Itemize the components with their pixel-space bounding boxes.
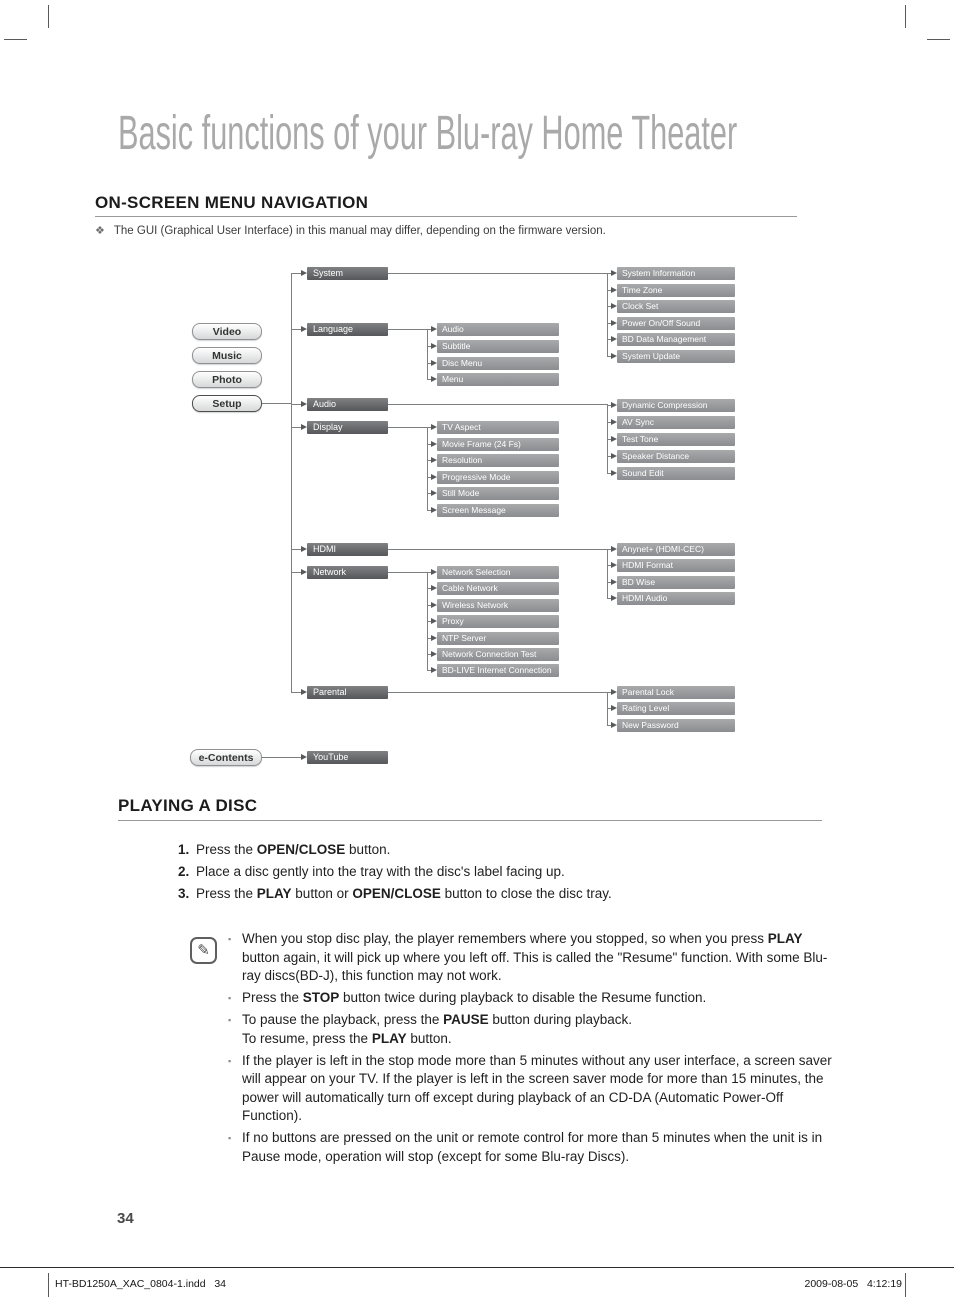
note-text: If no buttons are pressed on the unit or remote control for more than 5 minutes when the unit is in Pause mode, operation will stop (except for some Blu-ray Discs).	[242, 1130, 823, 1164]
menu-node-network-selection: Network Selection	[437, 566, 559, 579]
connector-line	[291, 572, 301, 573]
connector-line	[291, 273, 301, 274]
menu-node-hdmi-audio: HDMI Audio	[617, 592, 735, 605]
menu-node-display: Display	[307, 421, 388, 434]
note-list	[228, 930, 834, 1166]
menu-node-movie-frame-24-fs: Movie Frame (24 Fs)	[437, 438, 559, 451]
arrow-icon	[611, 402, 617, 408]
bullet-icon: ▪	[228, 1133, 232, 1143]
connector-line	[388, 404, 607, 405]
step-number: 1.	[178, 842, 190, 857]
arrow-icon	[431, 360, 437, 366]
menu-node-parental: Parental	[307, 686, 388, 699]
arrow-icon	[611, 287, 617, 293]
menu-node-progressive-mode: Progressive Mode	[437, 471, 559, 484]
note-item	[228, 930, 834, 986]
step-number: 2.	[178, 864, 190, 879]
arrow-icon	[611, 353, 617, 359]
crop-mark	[905, 1273, 906, 1297]
menu-node-sound-edit: Sound Edit	[617, 467, 735, 480]
menu-node-hdmi: HDMI	[307, 543, 388, 556]
arrow-icon	[611, 320, 617, 326]
menu-node-clock-set: Clock Set	[617, 300, 735, 313]
menu-node-ntp-server: NTP Server	[437, 632, 559, 645]
menu-node-av-sync: AV Sync	[617, 416, 735, 429]
menu-node-anynet-hdmi-cec: Anynet+ (HDMI-CEC)	[617, 543, 735, 556]
notes-section	[190, 930, 834, 1170]
step-text: Place a disc gently into the tray with the disc's label facing up.	[196, 864, 565, 879]
menu-node-dynamic-compression: Dynamic Compression	[617, 399, 735, 412]
arrow-icon	[611, 562, 617, 568]
arrow-icon	[431, 343, 437, 349]
connector-line	[291, 329, 301, 330]
menu-node-system-information: System Information	[617, 267, 735, 280]
menu-node-music: Music	[192, 347, 262, 364]
arrow-icon	[611, 579, 617, 585]
connector-line	[388, 427, 427, 428]
note-pencil-icon	[190, 937, 217, 964]
page-title: Basic functions of your Blu-ray Home Theater	[118, 107, 738, 160]
menu-node-parental-lock: Parental Lock	[617, 686, 735, 699]
arrow-icon	[301, 754, 307, 760]
connector-line	[607, 549, 608, 599]
arrow-icon	[431, 326, 437, 332]
arrow-icon	[431, 424, 437, 430]
menu-node-audio: Audio	[437, 323, 559, 336]
connector-line	[388, 329, 427, 330]
arrow-icon	[431, 667, 437, 673]
menu-node-network-connection-test: Network Connection Test	[437, 648, 559, 661]
connector-line	[291, 692, 301, 693]
menu-node-audio: Audio	[307, 398, 388, 411]
arrow-icon	[431, 507, 437, 513]
step-text: Press the PLAY button or OPEN/CLOSE button to close the disc tray.	[196, 886, 612, 901]
connector-line	[291, 273, 292, 693]
connector-line	[427, 427, 428, 511]
connector-line	[388, 549, 607, 550]
arrow-icon	[431, 618, 437, 624]
menu-node-bd-wise: BD Wise	[617, 576, 735, 589]
menu-node-test-tone: Test Tone	[617, 433, 735, 446]
menu-node-language: Language	[307, 323, 388, 336]
arrow-icon	[611, 722, 617, 728]
menu-node-system-update: System Update	[617, 350, 735, 363]
menu-node-resolution: Resolution	[437, 454, 559, 467]
arrow-icon	[431, 569, 437, 575]
arrow-icon	[301, 326, 307, 332]
note-text: If the player is left in the stop mode more than 5 minutes without any user interface, a screen saver will appear on your TV. If the player is left in the screen saver mode for more than 15 minutes, the power will automatically turn off except during playback of an CD-DA (Automatic Power-Off Function).	[242, 1052, 832, 1123]
arrow-icon	[611, 336, 617, 342]
step-1	[178, 839, 838, 861]
section-underline	[118, 820, 822, 821]
connector-line	[607, 692, 608, 726]
connector-line	[388, 572, 427, 573]
arrow-icon	[431, 441, 437, 447]
note-item	[228, 1011, 834, 1048]
arrow-icon	[611, 705, 617, 711]
menu-node-disc-menu: Disc Menu	[437, 357, 559, 370]
crop-mark	[48, 1273, 49, 1297]
arrow-icon	[611, 546, 617, 552]
playing-steps	[178, 839, 838, 905]
menu-node-speaker-distance: Speaker Distance	[617, 450, 735, 463]
page-number: 34	[117, 1210, 134, 1227]
arrow-icon	[431, 457, 437, 463]
menu-node-network: Network	[307, 566, 388, 579]
arrow-icon	[431, 602, 437, 608]
note-text: Press the STOP button twice during playback to disable the Resume function.	[242, 990, 707, 1005]
arrow-icon	[431, 635, 437, 641]
footer-divider	[0, 1267, 954, 1268]
gui-note-text: The GUI (Graphical User Interface) in this manual may differ, depending on the firmware version.	[113, 225, 606, 237]
menu-node-hdmi-format: HDMI Format	[617, 559, 735, 572]
menu-node-youtube: YouTube	[307, 751, 388, 764]
menu-node-power-on-off-sound: Power On/Off Sound	[617, 317, 735, 330]
connector-line	[607, 273, 608, 357]
footer-timestamp: 2009-08-05 4:12:19	[804, 1278, 902, 1290]
step-3	[178, 883, 838, 905]
note-item	[228, 1129, 834, 1166]
arrow-icon	[431, 376, 437, 382]
menu-node-new-password: New Password	[617, 719, 735, 732]
arrow-icon	[301, 689, 307, 695]
menu-node-e-contents: e-Contents	[190, 749, 262, 766]
connector-line	[291, 549, 301, 550]
menu-node-menu: Menu	[437, 373, 559, 386]
connector-line	[262, 757, 301, 758]
step-2	[178, 861, 838, 883]
arrow-icon	[301, 270, 307, 276]
note-mark-icon: ❖	[95, 225, 105, 237]
menu-node-still-mode: Still Mode	[437, 487, 559, 500]
arrow-icon	[301, 424, 307, 430]
menu-node-bd-data-management: BD Data Management	[617, 333, 735, 346]
bullet-icon: ▪	[228, 1055, 232, 1066]
connector-line	[291, 404, 301, 405]
arrow-icon	[611, 689, 617, 695]
arrow-icon	[431, 490, 437, 496]
arrow-icon	[611, 453, 617, 459]
menu-node-photo: Photo	[192, 371, 262, 388]
bullet-icon: ▪	[228, 934, 232, 944]
pencil-glyph: ✎	[197, 942, 210, 959]
section-heading-menu-navigation: ON-SCREEN MENU NAVIGATION	[95, 193, 369, 212]
arrow-icon	[301, 401, 307, 407]
menu-node-bd-live-internet-connection: BD-LIVE Internet Connection	[437, 664, 559, 677]
arrow-icon	[611, 470, 617, 476]
arrow-icon	[611, 270, 617, 276]
arrow-icon	[431, 474, 437, 480]
connector-line	[388, 273, 607, 274]
step-text: Press the OPEN/CLOSE button.	[196, 842, 391, 857]
menu-node-setup: Setup	[192, 395, 262, 412]
arrow-icon	[431, 585, 437, 591]
connector-line	[388, 692, 607, 693]
connector-line	[427, 329, 428, 380]
arrow-icon	[301, 546, 307, 552]
section-heading-playing-a-disc: PLAYING A DISC	[118, 796, 258, 815]
bullet-icon: ▪	[228, 1015, 232, 1025]
menu-node-wireless-network: Wireless Network	[437, 599, 559, 612]
arrow-icon	[611, 419, 617, 425]
note-item	[228, 989, 834, 1008]
arrow-icon	[611, 303, 617, 309]
menu-node-video: Video	[192, 323, 262, 340]
note-text: When you stop disc play, the player remembers where you stopped, so when you press PLAY button again, it will pick up where you left off. This is called the "Resume" function. With some Blu-ray discs(BD-J), this function may not work.	[242, 931, 828, 983]
menu-node-subtitle: Subtitle	[437, 340, 559, 353]
bullet-icon: ▪	[228, 993, 232, 1003]
connector-line	[291, 427, 301, 428]
note-text: To pause the playback, press the PAUSE button during playback. To resume, press the PLAY button.	[242, 1012, 632, 1046]
footer-file-name: HT-BD1250A_XAC_0804-1.indd 34	[55, 1278, 227, 1290]
menu-node-cable-network: Cable Network	[437, 582, 559, 595]
menu-node-screen-message: Screen Message	[437, 504, 559, 517]
menu-node-system: System	[307, 267, 388, 280]
arrow-icon	[611, 595, 617, 601]
note-item	[228, 1052, 834, 1126]
arrow-icon	[611, 436, 617, 442]
arrow-icon	[431, 651, 437, 657]
menu-node-rating-level: Rating Level	[617, 702, 735, 715]
menu-node-time-zone: Time Zone	[617, 284, 735, 297]
connector-line	[262, 403, 291, 404]
arrow-icon	[301, 569, 307, 575]
menu-node-proxy: Proxy	[437, 615, 559, 628]
step-number: 3.	[178, 886, 190, 901]
menu-node-tv-aspect: TV Aspect	[437, 421, 559, 434]
